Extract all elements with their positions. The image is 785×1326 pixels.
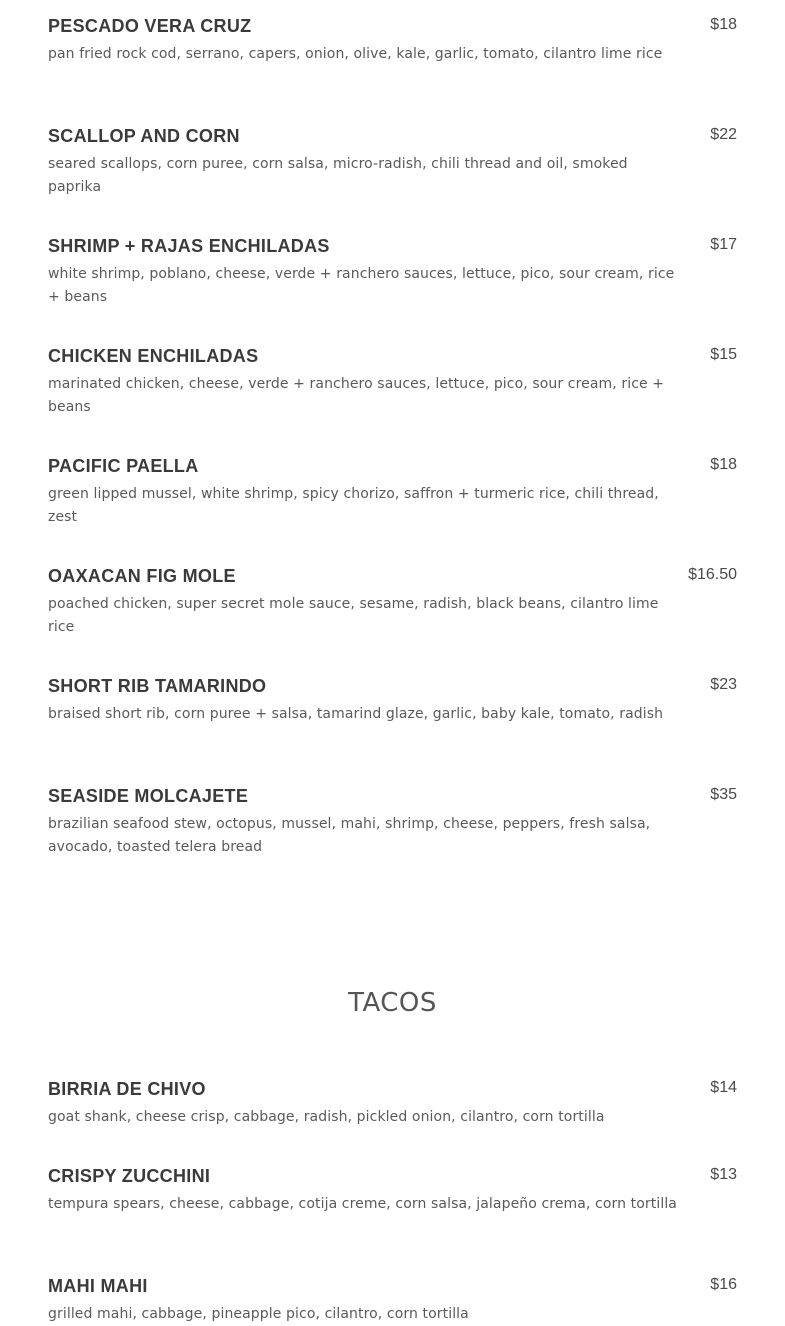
menu-item-header bbox=[48, 784, 737, 808]
menu-item-name: CRISPY ZUCCHINI bbox=[48, 1166, 211, 1186]
menu-item-description: tempura spears, cheese, cabbage, cotija creme, corn salsa, jalapeño crema, corn tortilla bbox=[48, 1196, 677, 1212]
menu-item-name: PESCADO VERA CRUZ bbox=[48, 16, 252, 36]
menu-item-description: white shrimp, poblano, cheese, verde + ranchero sauces, lettuce, pico, sour cream, rice + beans bbox=[48, 266, 675, 305]
menu-item-price: $13 bbox=[710, 1166, 737, 1183]
section-title-tacos: TACOS bbox=[348, 988, 437, 1018]
menu-item-price: $35 bbox=[710, 786, 737, 803]
menu-item-description: poached chicken, super secret mole sauce, sesame, radish, black beans, cilantro lime rice bbox=[48, 596, 659, 635]
menu-item-name: SHRIMP + RAJAS ENCHILADAS bbox=[48, 236, 330, 256]
menu-item-oaxacan-fig-mole bbox=[48, 564, 737, 639]
menu-item-name: MAHI MAHI bbox=[48, 1276, 148, 1296]
menu-item-header bbox=[48, 234, 737, 258]
menu-item-seaside-molcajete bbox=[48, 784, 737, 859]
menu-item-price: $23 bbox=[710, 676, 737, 693]
menu-item-scallop-and-corn bbox=[48, 124, 737, 199]
menu-item-price: $16 bbox=[710, 1276, 737, 1293]
menu-item-description: braised short rib, corn puree + salsa, tamarind glaze, garlic, baby kale, tomato, radish bbox=[48, 706, 664, 722]
menu-item-price: $14 bbox=[710, 1079, 737, 1096]
menu-item-header bbox=[48, 124, 737, 148]
menu-item-header bbox=[48, 1164, 737, 1188]
menu-item-price: $16.50 bbox=[688, 566, 737, 583]
menu-item-price: $22 bbox=[710, 126, 737, 143]
menu-item-price: $18 bbox=[710, 456, 737, 473]
menu-item-description: pan fried rock cod, serrano, capers, onion, olive, kale, garlic, tomato, cilantro lime rice bbox=[48, 46, 663, 62]
menu-item-chicken-enchiladas bbox=[48, 344, 737, 419]
menu-item-pescado-vera-cruz bbox=[48, 14, 737, 66]
menu-item-name: CHICKEN ENCHILADAS bbox=[48, 346, 259, 366]
menu-item-header bbox=[48, 1274, 737, 1298]
menu-item-price: $17 bbox=[710, 236, 737, 253]
menu-item-header bbox=[48, 564, 737, 588]
menu-item-name: BIRRIA DE CHIVO bbox=[48, 1079, 206, 1099]
menu-item-pacific-paella bbox=[48, 454, 737, 529]
menu-item-header bbox=[48, 454, 737, 478]
menu-item-description: grilled mahi, cabbage, pineapple pico, cilantro, corn tortilla bbox=[48, 1306, 469, 1322]
menu-item-short-rib-tamarindo bbox=[48, 674, 737, 726]
menu-item-name: SCALLOP AND CORN bbox=[48, 126, 240, 146]
menu-item-description: brazilian seafood stew, octopus, mussel, mahi, shrimp, cheese, peppers, fresh salsa, avocado, toasted telera bread bbox=[48, 816, 651, 855]
menu-item-header bbox=[48, 14, 737, 38]
menu-item-mahi-mahi bbox=[48, 1274, 737, 1326]
menu-item-description: goat shank, cheese crisp, cabbage, radish, pickled onion, cilantro, corn tortilla bbox=[48, 1109, 605, 1125]
menu-item-crispy-zucchini bbox=[48, 1164, 737, 1216]
menu-item-price: $15 bbox=[710, 346, 737, 363]
menu-item-description: green lipped mussel, white shrimp, spicy chorizo, saffron + turmeric rice, chili thread, zest bbox=[48, 486, 659, 525]
menu-item-header bbox=[48, 1077, 737, 1101]
menu-item-price: $18 bbox=[710, 16, 737, 33]
menu-item-name: SEASIDE MOLCAJETE bbox=[48, 786, 249, 806]
menu-item-name: SHORT RIB TAMARINDO bbox=[48, 676, 267, 696]
menu-item-birria-de-chivo bbox=[48, 1077, 737, 1129]
menu-item-header bbox=[48, 344, 737, 368]
menu-item-description: marinated chicken, cheese, verde + ranchero sauces, lettuce, pico, sour cream, rice + beans bbox=[48, 376, 665, 415]
menu-item-header bbox=[48, 674, 737, 698]
menu-item-name: OAXACAN FIG MOLE bbox=[48, 566, 236, 586]
menu-item-name: PACIFIC PAELLA bbox=[48, 456, 199, 476]
menu-item-shrimp-rajas-enchiladas bbox=[48, 234, 737, 309]
menu-item-description: seared scallops, corn puree, corn salsa, micro-radish, chili thread and oil, smoked paprika bbox=[48, 156, 628, 195]
